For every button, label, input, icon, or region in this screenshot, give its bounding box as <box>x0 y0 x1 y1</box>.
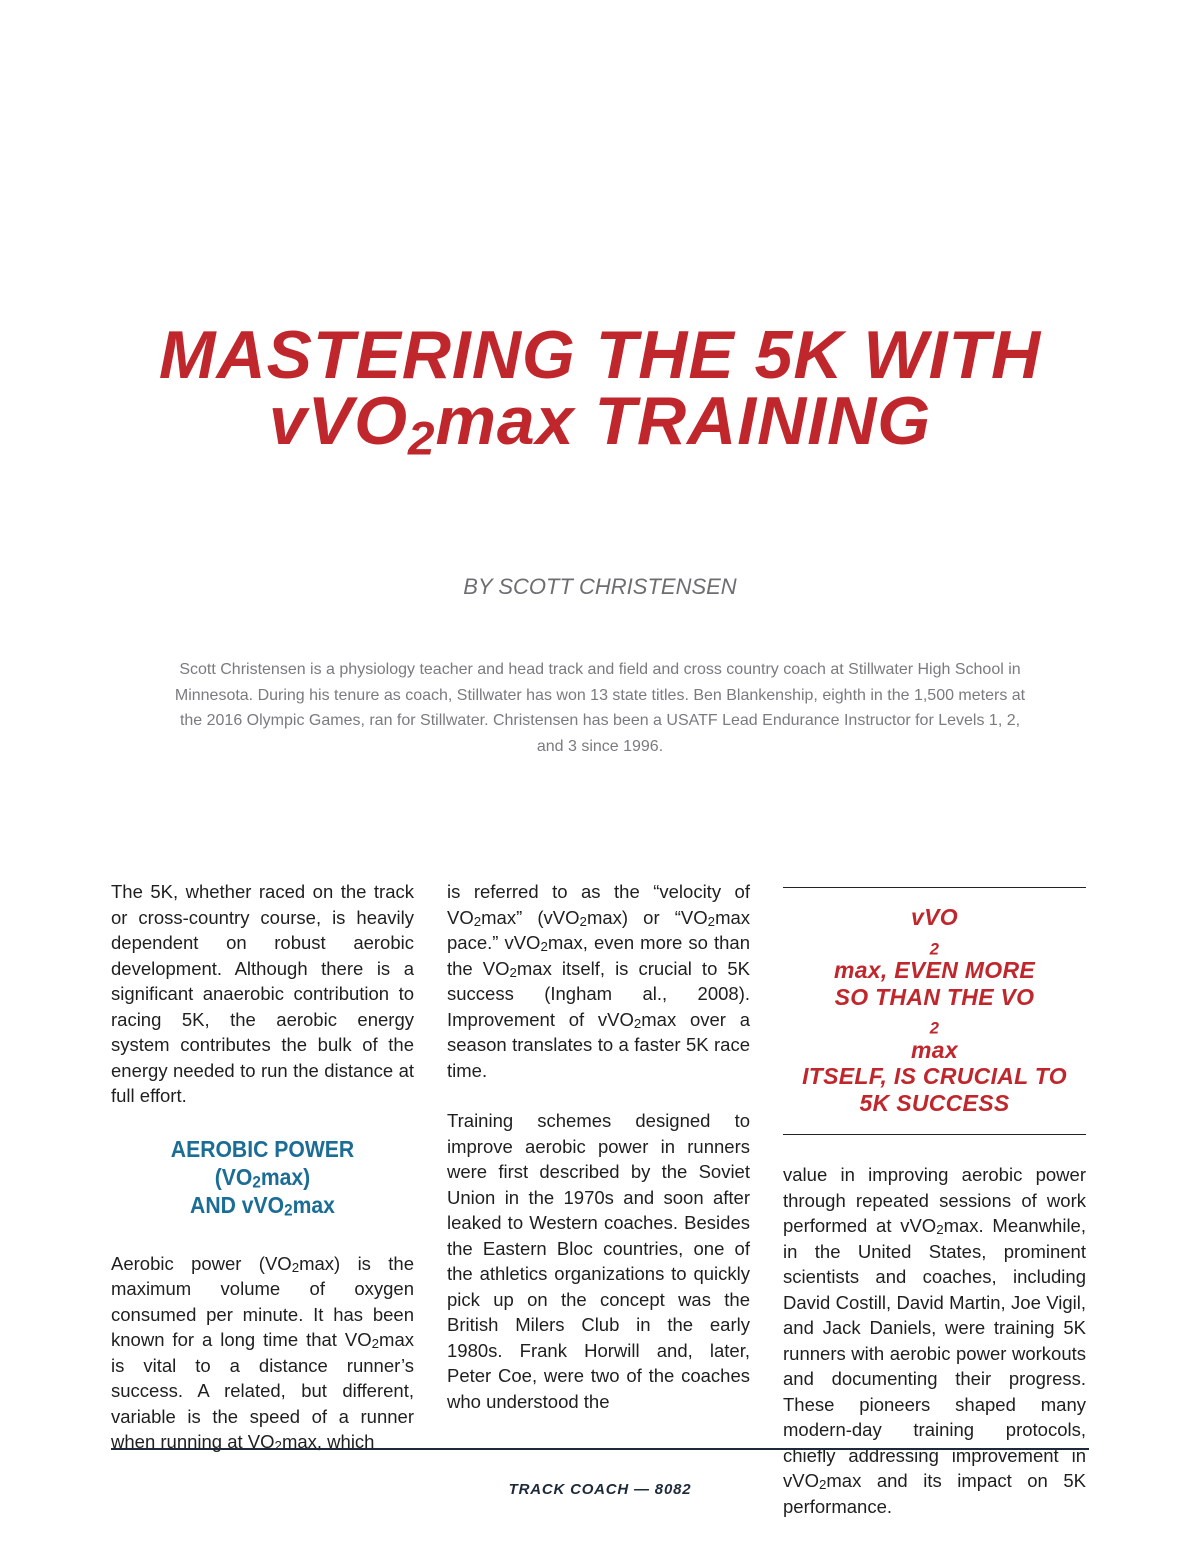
intro-paragraph: The 5K, whether raced on the track or cross-country course, is heavily dependent on robust aerobic development. Although there is a significant anaerobic contribution to racing 5K, the aerobic energy system contributes the bulk of the energy needed to run the distance at full effort. <box>111 881 414 1106</box>
section-subhead: AEROBIC POWER $(VO_2\max)$ AND vVO$_2$max <box>170 1135 355 1219</box>
column-1 <box>111 879 414 1455</box>
article-title <box>0 317 1200 466</box>
footer-rule <box>111 1448 1089 1450</box>
title-line-2: vVO$_2$max TRAINING <box>268 383 932 466</box>
title-line-1: MASTERING THE 5K WITH <box>158 317 1042 393</box>
author-bio: Scott Christensen is a physiology teacher and head track and field and cross country coach at Stillwater High School in Minnesota. During his tenure as coach, Stillwater has won 13 state titles. Ben Blankenship, eighth in the 1,500 meters at the 2016 Olympic Games, ran for Stillwater. Christensen has been a USATF Lead Endurance Instructor for Levels 1, 2, and 3 since 1996. <box>174 661 1026 755</box>
aerobic-power-paragraph: Aerobic power $(VO_2\max)$ is the maximum volume of oxygen consumed per minute. It has been known for a long time that $VO_2\max$ is vital to a distance runner’s success. A related, but different, variable is the speed of a runner when running at $VO_2\max$, which <box>111 1252 414 1453</box>
column-3 <box>783 879 1086 1519</box>
page-footer: TRACK COACH — 8082 <box>508 1481 692 1498</box>
author-byline: BY SCOTT CHRISTENSEN <box>463 574 737 599</box>
training-schemes-paragraph: Training schemes designed to improve aerobic power in runners were first described by the Soviet Union in the 1970s and soon after leaked to Western coaches. Besides the Eastern Bloc countries, one of the athletics organizations to quickly pick up on the concept was the British Milers Club in the early 1980s. Frank Horwill and, later, Peter Coe, were two of the coaches who understood the <box>447 1110 750 1412</box>
pull-quote: vVO $_2$ max, EVEN MORE SO THAN THE VO $_2$ max ITSELF, IS CRUCIAL TO 5K SUCCESS <box>783 887 1086 1135</box>
vvo2max-paragraph: is referred to as the “velocity of $VO_2\max$” (vVO$_2$max) or “$VO_2\max$ pace.” vVO$_2$max, even more so than the $VO_2\max$ itself, is crucial to 5K success (Ingham al., 2008). Improvement of vVO$_2$max over a season translates to a faster 5K race time. <box>447 881 751 1081</box>
column-2 <box>447 879 750 1414</box>
pioneers-paragraph: value in improving aerobic power through repeated sessions of work performed at vVO$_2$max. Meanwhile, in the United States, prominent scientists and coaches, including David Costill, David Martin, Joe Vigil, and Jack Daniels, were training 5K runners with aerobic power workouts and documenting their progress. These pioneers shaped many modern-day training protocols, chiefly addressing improvement in vVO$_2$max and its impact on 5K performance. <box>783 1164 1086 1517</box>
